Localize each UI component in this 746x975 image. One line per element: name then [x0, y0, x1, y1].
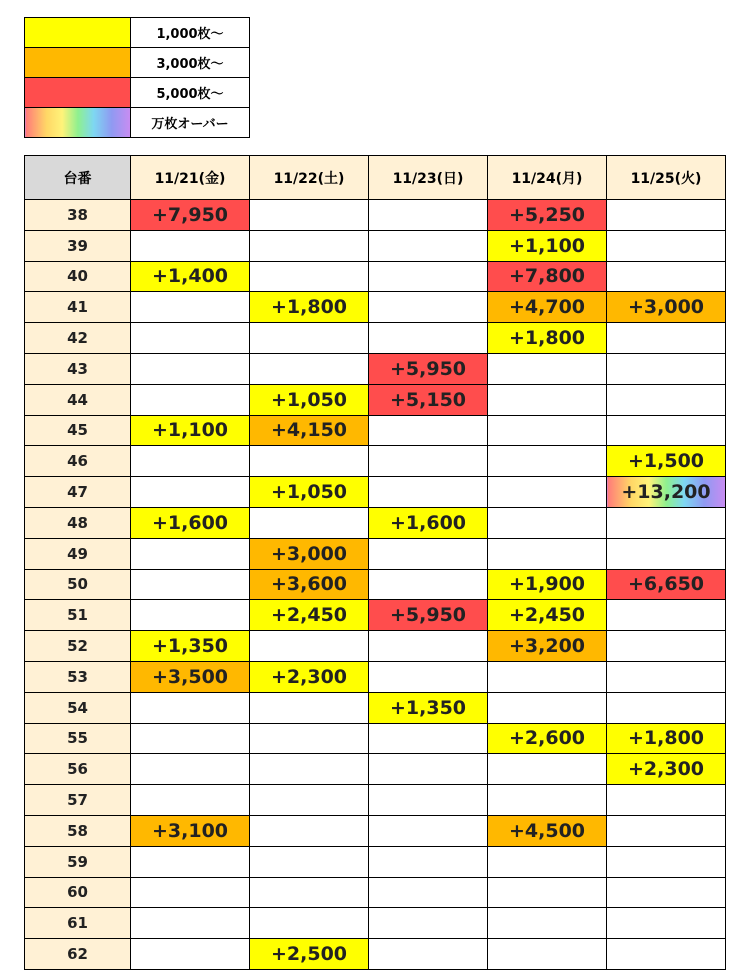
machine-number: 62 — [25, 939, 131, 970]
payout-cell: +1,500 — [607, 446, 726, 477]
payout-cell — [488, 507, 607, 538]
payout-cell — [488, 846, 607, 877]
payout-cell — [488, 754, 607, 785]
table-row — [25, 507, 726, 538]
payout-cell — [250, 200, 369, 231]
payout-cell — [250, 507, 369, 538]
machine-number: 59 — [25, 846, 131, 877]
payout-cell — [369, 292, 488, 323]
payout-cell — [250, 230, 369, 261]
payout-cell — [369, 939, 488, 970]
payout-cell — [369, 200, 488, 231]
payout-cell — [250, 323, 369, 354]
date-header: 11/25(火) — [607, 156, 726, 200]
payout-cell — [131, 353, 250, 384]
legend-swatch — [25, 18, 131, 48]
machine-number: 42 — [25, 323, 131, 354]
machine-number: 39 — [25, 230, 131, 261]
table-row — [25, 415, 726, 446]
payout-cell: +2,450 — [488, 600, 607, 631]
table-row — [25, 323, 726, 354]
payout-cell — [369, 754, 488, 785]
payout-cell: +1,400 — [131, 261, 250, 292]
machine-number: 46 — [25, 446, 131, 477]
payout-cell — [607, 908, 726, 939]
payout-cell — [607, 353, 726, 384]
table-row — [25, 538, 726, 569]
payout-cell — [369, 908, 488, 939]
payout-cell — [488, 384, 607, 415]
payout-cell — [369, 877, 488, 908]
payout-cell — [250, 692, 369, 723]
payout-cell — [488, 661, 607, 692]
payout-cell — [369, 323, 488, 354]
machine-number: 49 — [25, 538, 131, 569]
payout-cell: +3,000 — [250, 538, 369, 569]
machine-number: 47 — [25, 477, 131, 508]
payout-cell — [131, 754, 250, 785]
payout-cell — [131, 877, 250, 908]
payout-cell — [607, 507, 726, 538]
payout-cell — [607, 877, 726, 908]
payout-cell — [607, 692, 726, 723]
table-row — [25, 631, 726, 662]
payout-cell — [369, 230, 488, 261]
payout-cell — [488, 692, 607, 723]
table-row — [25, 353, 726, 384]
table-row — [25, 384, 726, 415]
payout-cell — [250, 908, 369, 939]
date-header: 11/21(金) — [131, 156, 250, 200]
machine-number: 52 — [25, 631, 131, 662]
legend-swatch — [25, 78, 131, 108]
legend-label: 3,000枚～ — [131, 48, 250, 78]
payout-cell — [488, 477, 607, 508]
payout-cell — [369, 846, 488, 877]
payout-cell — [369, 631, 488, 662]
payout-cell: +1,800 — [607, 723, 726, 754]
payout-cell: +2,300 — [250, 661, 369, 692]
payout-cell — [250, 353, 369, 384]
payout-cell — [131, 384, 250, 415]
payout-cell: +5,950 — [369, 353, 488, 384]
table-row — [25, 261, 726, 292]
payout-cell: +1,100 — [488, 230, 607, 261]
legend-row — [25, 18, 250, 48]
table-row — [25, 230, 726, 261]
table-row — [25, 846, 726, 877]
legend-row — [25, 108, 250, 138]
payout-cell — [607, 384, 726, 415]
payout-cell — [607, 939, 726, 970]
payout-cell — [250, 815, 369, 846]
payout-cell — [131, 569, 250, 600]
payout-cell — [250, 631, 369, 662]
legend-row — [25, 78, 250, 108]
payout-cell — [488, 785, 607, 816]
payout-cell — [369, 723, 488, 754]
payout-cell — [488, 353, 607, 384]
payout-cell — [250, 877, 369, 908]
payout-cell: +6,650 — [607, 569, 726, 600]
payout-cell — [131, 908, 250, 939]
payout-cell — [131, 446, 250, 477]
payout-cell — [131, 692, 250, 723]
date-header: 11/24(月) — [488, 156, 607, 200]
table-row — [25, 723, 726, 754]
payout-cell — [131, 323, 250, 354]
payout-cell: +2,600 — [488, 723, 607, 754]
payout-cell — [607, 661, 726, 692]
payout-cell — [488, 446, 607, 477]
machine-number: 45 — [25, 415, 131, 446]
payout-cell — [250, 785, 369, 816]
payout-table — [24, 155, 726, 970]
payout-cell — [607, 323, 726, 354]
color-legend — [24, 17, 250, 138]
payout-cell: +13,200 — [607, 477, 726, 508]
payout-cell — [369, 261, 488, 292]
payout-cell — [131, 230, 250, 261]
payout-cell — [369, 415, 488, 446]
payout-cell — [369, 815, 488, 846]
payout-cell — [369, 538, 488, 569]
payout-cell — [250, 846, 369, 877]
payout-cell — [131, 785, 250, 816]
payout-cell: +1,800 — [250, 292, 369, 323]
payout-cell: +4,500 — [488, 815, 607, 846]
machine-number: 56 — [25, 754, 131, 785]
payout-cell: +2,300 — [607, 754, 726, 785]
payout-cell — [250, 723, 369, 754]
payout-cell: +7,800 — [488, 261, 607, 292]
payout-cell: +3,600 — [250, 569, 369, 600]
payout-cell: +1,350 — [369, 692, 488, 723]
payout-cell: +1,900 — [488, 569, 607, 600]
table-row — [25, 661, 726, 692]
table-row — [25, 200, 726, 231]
machine-number: 60 — [25, 877, 131, 908]
payout-cell — [607, 846, 726, 877]
payout-cell — [250, 754, 369, 785]
machine-number: 61 — [25, 908, 131, 939]
payout-cell: +1,100 — [131, 415, 250, 446]
payout-cell: +1,350 — [131, 631, 250, 662]
payout-cell — [607, 230, 726, 261]
payout-cell — [488, 538, 607, 569]
payout-cell — [131, 292, 250, 323]
table-row — [25, 754, 726, 785]
table-row — [25, 446, 726, 477]
payout-cell — [607, 538, 726, 569]
payout-cell: +1,800 — [488, 323, 607, 354]
payout-cell — [131, 538, 250, 569]
table-row — [25, 908, 726, 939]
legend-label: 5,000枚～ — [131, 78, 250, 108]
machine-number: 40 — [25, 261, 131, 292]
payout-cell — [607, 631, 726, 662]
payout-cell — [369, 477, 488, 508]
payout-cell — [131, 477, 250, 508]
payout-cell: +1,050 — [250, 384, 369, 415]
legend-swatch — [25, 48, 131, 78]
table-row — [25, 785, 726, 816]
payout-cell: +3,000 — [607, 292, 726, 323]
payout-cell: +1,600 — [369, 507, 488, 538]
machine-number: 53 — [25, 661, 131, 692]
payout-cell — [607, 785, 726, 816]
payout-cell — [369, 446, 488, 477]
machine-number: 57 — [25, 785, 131, 816]
payout-cell: +4,150 — [250, 415, 369, 446]
payout-cell — [131, 723, 250, 754]
legend-swatch — [25, 108, 131, 138]
table-row — [25, 939, 726, 970]
table-row — [25, 692, 726, 723]
payout-cell — [607, 600, 726, 631]
machine-number: 48 — [25, 507, 131, 538]
payout-cell — [607, 261, 726, 292]
machine-number: 41 — [25, 292, 131, 323]
date-header: 11/22(土) — [250, 156, 369, 200]
payout-cell — [131, 846, 250, 877]
machine-number: 58 — [25, 815, 131, 846]
machine-number: 50 — [25, 569, 131, 600]
payout-cell — [250, 446, 369, 477]
machine-number: 44 — [25, 384, 131, 415]
payout-cell — [607, 200, 726, 231]
payout-cell: +5,950 — [369, 600, 488, 631]
payout-cell — [488, 415, 607, 446]
payout-cell — [488, 939, 607, 970]
date-header: 11/23(日) — [369, 156, 488, 200]
machine-number: 43 — [25, 353, 131, 384]
table-row — [25, 600, 726, 631]
payout-cell: +3,200 — [488, 631, 607, 662]
payout-cell — [607, 415, 726, 446]
payout-cell — [131, 600, 250, 631]
table-row — [25, 569, 726, 600]
payout-cell — [488, 908, 607, 939]
table-row — [25, 292, 726, 323]
payout-cell: +7,950 — [131, 200, 250, 231]
payout-cell: +3,100 — [131, 815, 250, 846]
payout-cell: +1,050 — [250, 477, 369, 508]
payout-cell: +4,700 — [488, 292, 607, 323]
legend-row — [25, 48, 250, 78]
machine-number-header: 台番 — [25, 156, 131, 200]
payout-cell — [607, 815, 726, 846]
table-row — [25, 877, 726, 908]
machine-number: 54 — [25, 692, 131, 723]
machine-number: 55 — [25, 723, 131, 754]
machine-number: 51 — [25, 600, 131, 631]
table-row — [25, 815, 726, 846]
legend-label: 万枚オーバー — [131, 108, 250, 138]
payout-cell: +2,450 — [250, 600, 369, 631]
table-row — [25, 477, 726, 508]
payout-cell — [131, 939, 250, 970]
payout-cell — [488, 877, 607, 908]
payout-cell: +3,500 — [131, 661, 250, 692]
payout-cell — [369, 569, 488, 600]
payout-cell: +5,250 — [488, 200, 607, 231]
machine-number: 38 — [25, 200, 131, 231]
payout-cell — [250, 261, 369, 292]
payout-cell — [369, 785, 488, 816]
payout-cell: +2,500 — [250, 939, 369, 970]
payout-cell: +1,600 — [131, 507, 250, 538]
payout-cell — [369, 661, 488, 692]
payout-cell: +5,150 — [369, 384, 488, 415]
header-row — [25, 156, 726, 200]
legend-label: 1,000枚～ — [131, 18, 250, 48]
